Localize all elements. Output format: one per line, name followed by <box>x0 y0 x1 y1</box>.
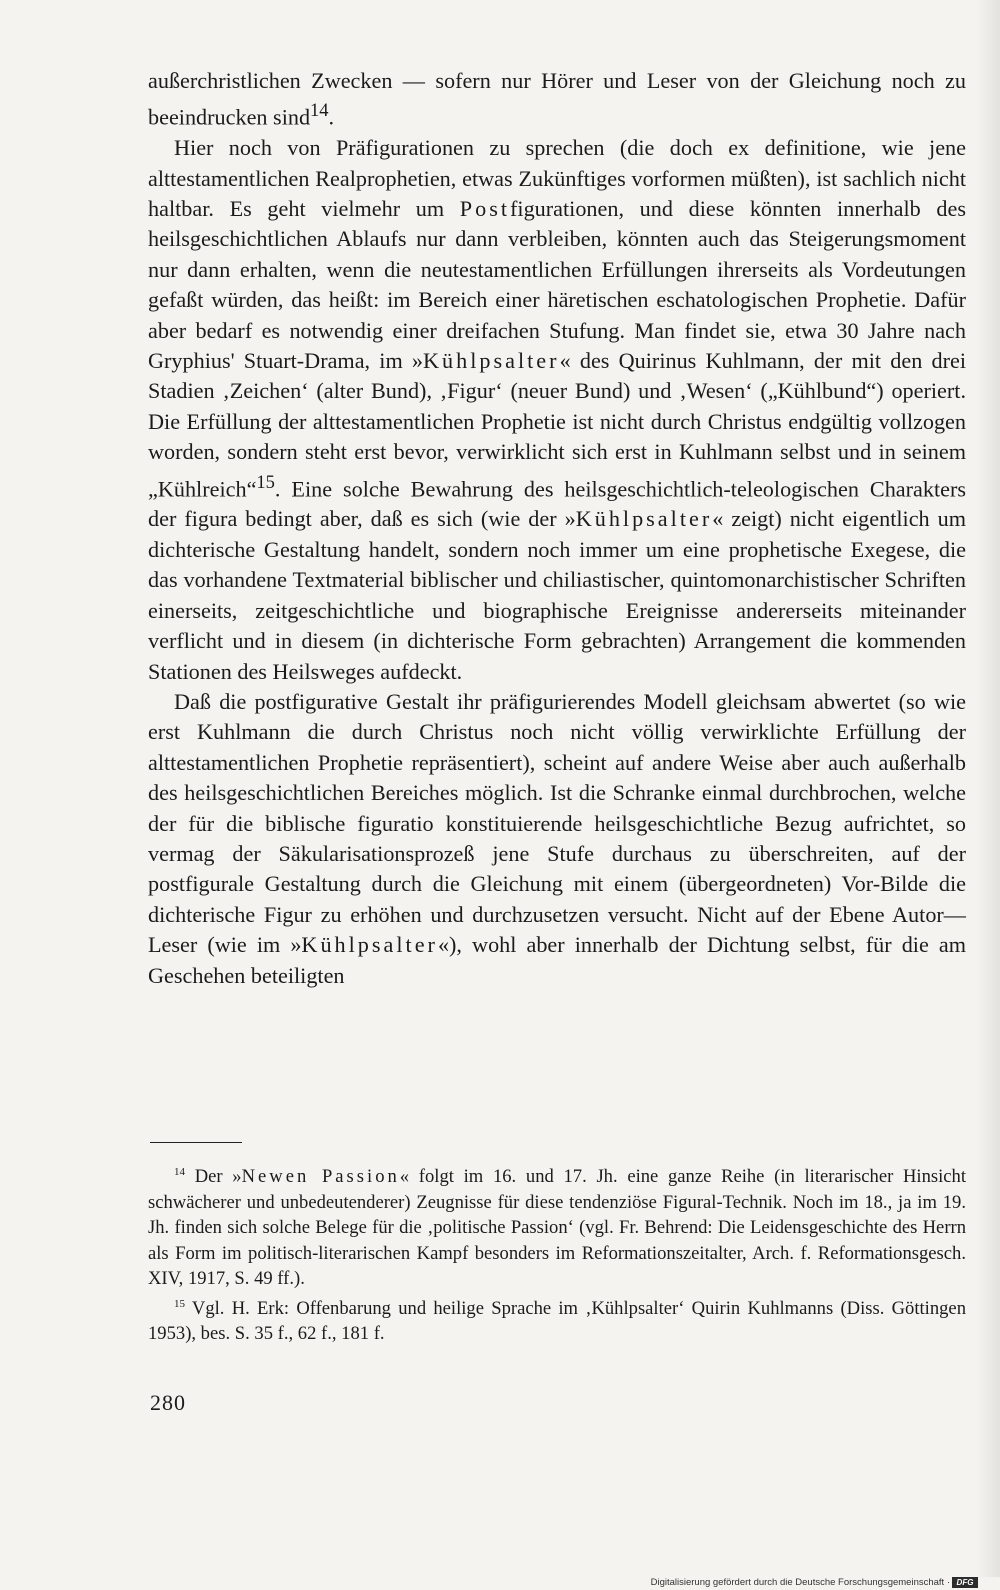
page-number: 280 <box>150 1390 186 1415</box>
digitization-credit: Digitalisierung gefördert durch die Deutsche Forschungsgemeinschaft · <box>650 1577 950 1588</box>
footnote-rule <box>150 1142 242 1143</box>
paragraph: außerchristlichen Zwecken — sofern nur Hörer und Leser von der Gleichung noch zu beeindrucken sind$^{14}$. <box>148 68 966 130</box>
footnote-ref: 15 <box>256 472 275 493</box>
footnote-ref: 14 <box>310 101 329 122</box>
page-edge-shadow <box>976 0 1000 1590</box>
spaced-emphasis: Kühlpsalter <box>575 506 713 532</box>
spaced-emphasis: Post <box>459 196 511 222</box>
dfg-logo-icon: DFG <box>952 1577 978 1588</box>
spaced-emphasis: Kühlpsalter <box>423 348 560 374</box>
footnote-ref: 14 <box>174 1166 185 1178</box>
paragraph: Hier noch von Präfigurationen zu sprechen (die doch ex definitione, wie jene alttestamentlichen Realprophetien, etwas Zukünftiges vorformen müßten), ist sachlich nicht haltbar. Es geht vielmehr um Postfigurationen, und diese könnten innerhalb des heilsgeschichtlichen Ablaufs nur dann verbleiben, könnten auch das Steigerungsmoment nur dann erhalten, wenn die neutestamentlichen Erfüllungen ihrerseits als Vordeutungen gefaßt würden, das heißt: im Bereich einer häretischen eschatologischen Prophetie. Dafür aber bedarf es notwendig einer dreifachen Stufung. Man findet sie, etwa 30 Jahre nach Gryphius' Stuart-Drama, im »Kühlpsalter« des Quirinus Kuhlmann, der mit den drei Stadien ‚Zeichen‘ (alter Bund), ‚Figur‘ (neuer Bund) und ‚Wesen‘ („Kühlbund“) operiert. Die Erfüllung der alttestamentlichen Prophetie ist nicht durch Christus endgültig vollzogen worden, sondern steht erst bevor, verwirklicht sich erst in Kuhlmann selbst und in seinem „Kühlreich“$^{15}$. Eine solche Bewahrung des heilsgeschichtlich-teleologischen Charakters der figura bedingt aber, daß es sich (wie der »Kühlpsalter« zeigt) nicht eigentlich um dichterische Gestaltung handelt, sondern noch immer um eine prophetische Exegese, die das vorhandene Textmaterial biblischer und chiliastischer, quintomonarchistischer Schriften einerseits, zeitgeschichtliche und biographische Ereignisse andererseits miteinander verflicht und in diesem (in dichterische Form gebrachten) Arrangement die kommenden Stationen des Heilsweges aufdeckt. <box>148 135 966 684</box>
footnote-14: $^{14}$ Der »Newen Passion« folgt im 16. und 17. Jh. eine ganze Reihe (in literarischer Hinsicht schwächerer und unbedeutenderer) Zeugnisse für diese tendenziöse Figural-Technik. Noch im 18., ja im 19. Jh. finden sich solche Belege für die ‚politische Passion‘ (vgl. Fr. Behrend: Die Leidensgeschichte des Herrn als Form im politisch-literarischen Kampf besonders im Reformationszeitalter, Arch. f. Reformationsgesch. XIV, 1917, S. 49 ff.). <box>148 1166 967 1290</box>
footnotes <box>148 1160 966 1347</box>
paragraph: Daß die postfigurative Gestalt ihr präfigurierendes Modell gleichsam abwertet (so wie erst Kuhlmann die durch Christus noch nicht völlig verwirklichte Erfüllung der alttestamentlichen Prophetie repräsentiert), scheint auf andere Weise aber auch außerhalb des heilsgeschichtlichen Bereiches möglich. Ist die Schranke einmal durchbrochen, welche der für die biblische figuratio konstituierende heilsgeschichtliche Bezug aufrichtet, so vermag der Säkularisationsprozeß jene Stufe durchaus zu überschreiten, auf der postfigurale Gestaltung durch die Gleichung mit einem (übergeordneten) Vor-Bilde die dichterische Figur zu erhöhen und durchzusetzen versucht. Nicht auf der Ebene Autor—Leser (wie im »Kühlpsalter«), wohl aber innerhalb der Dichtung selbst, für die am Geschehen beteiligten <box>148 688 966 988</box>
footnote-ref: 15 <box>174 1297 185 1310</box>
footnote-15: $^{15}$ Vgl. H. Erk: Offenbarung und heilige Sprache im ‚Kühlpsalter‘ Quirin Kuhlmanns (Diss. Göttingen 1953), bes. S. 35 f., 62 f., 181 f. <box>148 1297 966 1345</box>
spaced-emphasis: Newen Passion <box>241 1166 400 1188</box>
main-text <box>148 66 966 991</box>
spaced-emphasis: Kühlpsalter <box>301 932 438 958</box>
